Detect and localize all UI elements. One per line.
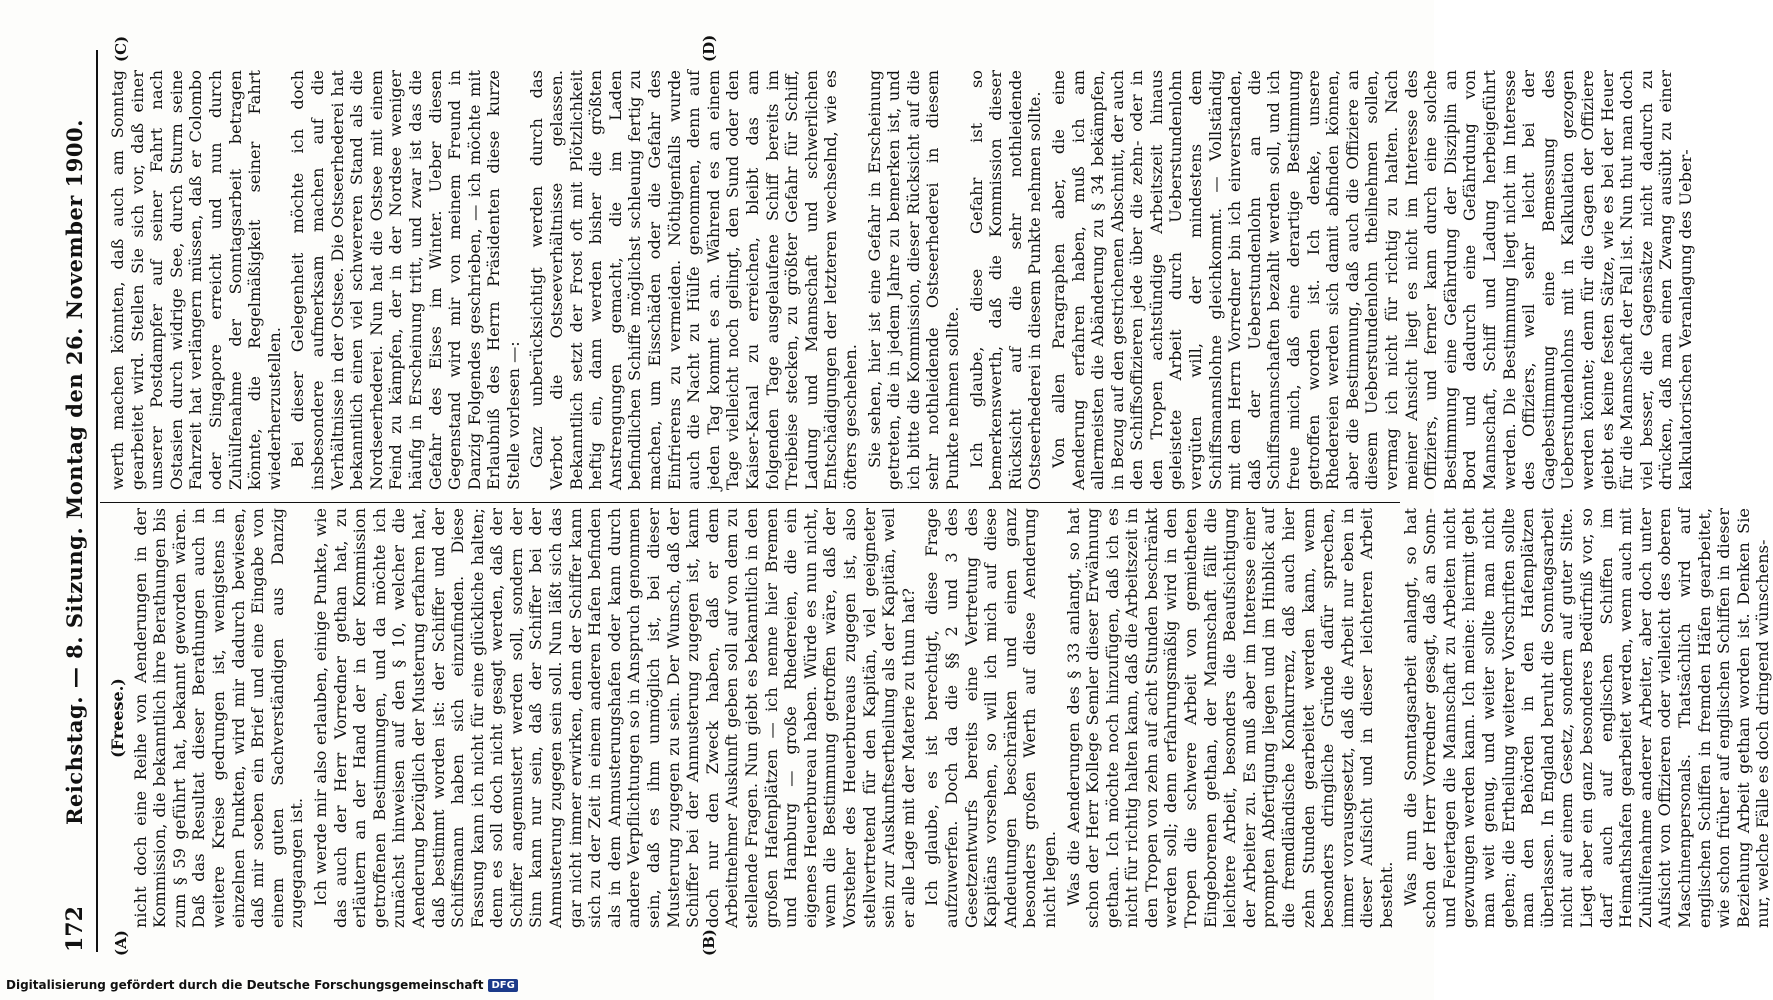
page-number: 172 [62,906,88,952]
margin-mark-d: (D) [700,34,718,62]
margin-mark-a: (A) [112,930,130,956]
running-head: Reichstag. — 8. Sitzung. Montag den 26. November 1900. [62,119,87,825]
paragraph: Ich glaube, es ist berechtigt, diese Frage aufzuwerfen. Doch da die §§ 2 und 3 des Gesetzentwurfs bereits eine Vertretung des Kapitäns vorsehen, so will ich mich auf diese Andeutungen beschränken und einen ganz besonders großen Werth auf diese Aenderung nicht legen. [922,508,1059,928]
speaker-label: (Freese.) [108,678,127,758]
paragraph: Was nun die Sonntagsarbeit anlangt, so hat schon der Herr Vorredner gesagt, daß an Sonn- und Feiertagen die Mannschaft zu Arbeiten nicht gezwungen werden kann. Ich meine: hiermit geht man weit genug, und weiter sollte man nicht gehen; die Ertheilung weiterer Vorschriften sollte man den Behörden in den Hafenplätzen überlassen. In England beruht die Sonntagsarbeit nicht auf einem Gesetz, sondern auf guter Sitte. Liegt aber ein ganz besonderes Bedürfniß vor, so darf auch auf englischen Schiffen im Heimathshafen gearbeitet werden, wenn auch mit Zuhülfenahme anderer Arbeiter, aber doch unter Aufsicht von Offizieren oder vielleicht des oberen Maschinenpersonals. Thatsächlich wird auf englischen Schiffen in fremden Häfen gearbeitet, wie schon früher auf englischen Schiffen in dieser Beziehung Arbeit gethan worden ist. Denken Sie nur, welche Fälle es doch dringend wünschens- [1400,508,1773,928]
header-rule [96,50,98,952]
paragraph: Ganz unberücksichtigt werden durch das Verbot die Ostseeverhältnisse gelassen. Bekanntlich setzt der Frost oft mit Plötzlichkeit heftig ein, dann werden bisher die größten Anstrengungen gemacht, die im Laden befindlichen Schiffe möglichst schleunig fertig zu machen, um Eisschäden oder die Gefahr des Einfrierens zu vermeiden. Nöthigenfalls wurde auch die Nacht zu Hülfe genommen, denn auf jeden Tag kommt es an. Während es an einem Tage vielleicht noch gelingt, den Sund oder den Kaiser-Kanal zu erreichen, bleibt das am folgenden Tage ausgelaufene Schiff bereits im Treibeise stecken, zu größter Gefahr für Schiff, Ladung und Mannschaft und schwerlichen Entschädigungen der letzteren wechselnd, wie es öfters geschehen. [527,70,860,490]
paragraph: Von allen Paragraphen aber, die eine Aenderung erfahren haben, muß ich am allermeisten die Abänderung zu § 34 bekämpfen, in Bezug auf den gestrichenen Abschnitt, der auch den Schiffsoffizieren jede über die zehn- oder in den Tropen achtstündige Arbeitszeit hinaus geleistete Arbeit durch Ueberstundenlohn vergüten will, der mindestens dem Schiffsmannslohne gleichkommt. — Vollständig mit dem Herrn Vorredner bin ich einverstanden, daß der Ueberstundenlohn an die Schiffsmannschaften bezahlt werden soll, und ich freue mich, daß eine derartige Bestimmung getroffen worden ist. Ich denke, unsere Rhedereien werden sich damit abfinden können, aber die Bestimmung, daß auch die Offiziere an diesem Ueberstundenlohn theilnehmen sollen, vermag ich nicht für richtig zu halten. Nach meiner Ansicht liegt es nicht im Interesse des Offiziers, und ferner kann durch eine solche Bestimmung eine Gefährdung der Disziplin an Bord und dadurch eine Gefährdung von Mannschaft, Schiff und Ladung herbeigeführt werden. Die Bestimmung liegt nicht im Interesse des Offiziers, weil sehr leicht bei der Gagebestimmung eine Bemessung des Ueberstundenlohns mit in Kalkulation gezogen werden könnte; denn für die Gagen der Offiziere giebt es keine festen Sätze, wie es bei der Heuer für die Mannschaft der Fall ist. Nun thut man doch viel besser, die Gagensätze nicht dadurch zu drücken, daß man einen Zwang ausübt zu einer kalkulatorischen Veranlagung des Ueber- [1048,70,1695,490]
paragraph: Was die Aenderungen des § 33 anlangt, so hat schon der Herr Kollege Semler dieser Erwähnung gethan. Ich möchte noch hinzufügen, daß ich es nicht für richtig halten kann, daß die Arbeitszeit in den Tropen von zehn auf acht Stunden beschränkt werden soll; denn erfahrungsmäßig wird in den Tropen die schwere Arbeit von gemietheten Eingeborenen gethan, der Mannschaft fällt die leichtere Arbeit, besonders die Beaufsichtigung der Arbeiter zu. Es muß aber im Interesse einer prompten Abfertigung liegen und im Hinblick auf die fremdländische Konkurrenz, daß auch hier zehn Stunden gearbeitet werden kann, wenn besonders dringliche Gründe dafür sprechen, immer vorausgesetzt, daß die Arbeit nur eben in dieser Aufsicht und in dieser leichteren Arbeit besteht. [1063,508,1396,928]
paragraph: werth machen könnten, daß auch am Sonntag gearbeitet wird. Stellen Sie sich vor, daß einer unserer Postdampfer auf seiner Fahrt nach Ostasien durch widrige See, durch Sturm seine Fahrzeit hat verlängern müssen, daß er Colombo oder Singapore erreicht und nun durch Zuhülfenahme der Sonntagsarbeit betragen könnte, die Regelmäßigkeit seiner Fahrt wiederherzustellen. [108,70,284,490]
digitization-credit [6,978,518,992]
paragraph: Ich glaube, diese Gefahr ist so bemerkenswerth, daß die Kommission dieser Rücksicht auf die sehr nothleidende Ostseerhederei in diesem Punkte nehmen sollte. [966,70,1045,490]
left-column [108,508,1773,928]
page-header [62,52,92,952]
column-divider [100,502,1400,503]
margin-mark-c: (C) [112,35,130,62]
paragraph: Bei dieser Gelegenheit möchte ich doch insbesondere aufmerksam machen auf die Verhältnisse in der Ostsee. Die Ostseerhederei hat bekanntlich einen viel schwereren Stand als die Nordseerhederei. Nun hat die Ostsee mit einem Feind zu kämpfen, der in der Nordsee weniger häufig in Erscheinung tritt, und zwar ist das die Gefahr des Eises im Winter. Ueber diesen Gegenstand wird mir von meinem Freund in Danzig Folgendes geschrieben, — ich möchte mit Erlaubniß des Herrn Präsidenten diese kurze Stelle vorlesen —: [288,70,523,490]
paragraph: Ich werde mir also erlauben, einige Punkte, wie das auch der Herr Vorredner gethan hat, zu erläutern an der Hand der in der Kommission getroffenen Bestimmungen, und da möchte ich zunächst hinweisen auf den § 10, welcher die Aenderung bezüglich der Musterung erfahren hat, daß bestimmt worden ist: der Schiffer und der Schiffsmann haben sich einzufinden. Diese Fassung kann ich nicht für eine glückliche halten; denn es soll doch nicht gesagt werden, daß der Schiffer angemustert werden soll, sondern der Sinn kann nur sein, daß der Schiffer bei der Anmusterung zugegen sein soll. Nun läßt sich das gar nicht immer erwirken, denn der Schiffer kann sich zu der Zeit in einem anderen Hafen befinden als in dem Anmusterungshafen oder kann durch andere Verpflichtungen so in Anspruch genommen sein, daß es ihm unmöglich ist, bei dieser Musterung zugegen zu sein. Der Wunsch, daß der Schiffer bei der Anmusterung zugegen ist, kann doch nur den Zweck haben, daß er dem Arbeitnehmer Auskunft geben soll auf von dem zu stellende Fragen. Nun giebt es bekanntlich in den großen Hafenplätzen — ich nenne hier Bremen und Hamburg — große Rhedereien, die ein eigenes Heuerbureau haben. Würde es nun nicht, wenn die Bestimmung getroffen wäre, daß der Vorsteher des Heuerbureaus zugegen ist, also stellvertretend für den Kapitän, viel geeigneter sein zur Auskunftsertheilung als der Kapitän, weil er alle Lage mit der Materie zu thun hat? [310,508,918,928]
paragraph: Sie sehen, hier ist eine Gefahr in Erscheinung getreten, die in jedem Jahre zu bemerken ist, und ich bitte die Kommission, dieser Rücksicht auf die sehr nothleidende Ostseerhederei in diesem Punkte nehmen sollte. [864,70,962,490]
margin-mark-b: (B) [700,929,718,956]
credit-text: Digitalisierung gefördert durch die Deutsche Forschungsgemeinschaft [6,978,484,992]
dfg-logo-icon: DFG [488,979,517,992]
right-column [108,70,1695,490]
paragraph: nicht doch eine Reihe von Aenderungen in der Kommission, die bekanntlich ihre Berathungen bis zum § 59 geführt hat, bekannt geworden wären. Daß das Resultat dieser Berathungen auch in weitere Kreise gedrungen ist, wenigstens in einzelnen Punkten, wird mir dadurch bewiesen, daß mir soeben ein Brief und eine Eingabe von einem guten Sachverständigen aus Danzig zugegangen ist. [130,508,307,928]
